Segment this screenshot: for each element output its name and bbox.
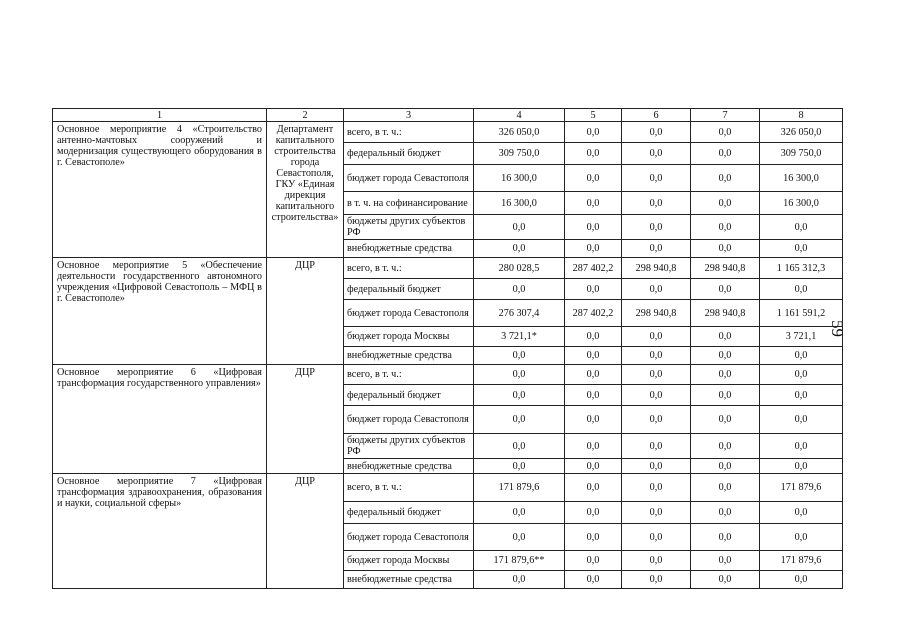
funding-source: в т. ч. на софинансирование	[344, 192, 474, 215]
amount-cell-v7: 0,0	[691, 406, 760, 434]
amount-cell-v7: 0,0	[691, 192, 760, 215]
executor-name: Департамент капитального строительства города Севастополя, ГКУ «Единая дирекция капитального строительства»	[267, 122, 344, 258]
amount-cell-v4: 0,0	[474, 406, 565, 434]
amount-cell-v8: 0,0	[760, 434, 843, 459]
table-row	[53, 365, 843, 385]
amount-cell-v5: 0,0	[565, 240, 622, 258]
amount-cell-v8: 0,0	[760, 459, 843, 474]
amount-cell-v8: 0,0	[760, 215, 843, 240]
executor-name: ДЦР	[267, 365, 344, 474]
measure-name: Основное мероприятие 7 «Цифровая трансформация здравоохранения, образования и науки, социальной сферы»	[53, 474, 267, 589]
amount-cell-v7: 0,0	[691, 215, 760, 240]
amount-cell-v7: 0,0	[691, 474, 760, 502]
amount-cell-v6: 0,0	[622, 165, 691, 192]
amount-cell-v7: 0,0	[691, 434, 760, 459]
funding-source: бюджет города Москвы	[344, 551, 474, 571]
amount-cell-v7: 0,0	[691, 122, 760, 143]
amount-cell-v7: 298 940,8	[691, 300, 760, 327]
amount-cell-v4: 0,0	[474, 385, 565, 406]
amount-cell-v4: 0,0	[474, 365, 565, 385]
funding-source: внебюджетные средства	[344, 459, 474, 474]
amount-cell-v8: 0,0	[760, 365, 843, 385]
amount-cell-v4: 0,0	[474, 524, 565, 551]
amount-cell-v5: 287 402,2	[565, 258, 622, 279]
column-header-4: 4	[474, 109, 565, 122]
amount-cell-v8: 171 879,6	[760, 551, 843, 571]
amount-cell-v6: 0,0	[622, 143, 691, 165]
amount-cell-v6: 0,0	[622, 365, 691, 385]
amount-cell-v6: 0,0	[622, 524, 691, 551]
amount-cell-v5: 0,0	[565, 524, 622, 551]
amount-cell-v4: 16 300,0	[474, 165, 565, 192]
amount-cell-v5: 0,0	[565, 165, 622, 192]
funding-source: внебюджетные средства	[344, 240, 474, 258]
amount-cell-v8: 309 750,0	[760, 143, 843, 165]
funding-source: всего, в т. ч.:	[344, 258, 474, 279]
amount-cell-v5: 0,0	[565, 143, 622, 165]
executor-name: ДЦР	[267, 474, 344, 589]
amount-cell-v7: 0,0	[691, 365, 760, 385]
amount-cell-v4: 171 879,6**	[474, 551, 565, 571]
amount-cell-v4: 326 050,0	[474, 122, 565, 143]
amount-cell-v4: 0,0	[474, 279, 565, 300]
amount-cell-v4: 171 879,6	[474, 474, 565, 502]
column-header-6: 6	[622, 109, 691, 122]
amount-cell-v7: 0,0	[691, 502, 760, 524]
amount-cell-v6: 0,0	[622, 502, 691, 524]
amount-cell-v6: 0,0	[622, 385, 691, 406]
table-row	[53, 474, 843, 502]
amount-cell-v6: 0,0	[622, 192, 691, 215]
amount-cell-v8: 0,0	[760, 240, 843, 258]
amount-cell-v7: 0,0	[691, 143, 760, 165]
amount-cell-v8: 0,0	[760, 279, 843, 300]
column-header-5: 5	[565, 109, 622, 122]
amount-cell-v6: 0,0	[622, 434, 691, 459]
funding-source: бюджет города Севастополя	[344, 165, 474, 192]
amount-cell-v4: 3 721,1*	[474, 327, 565, 347]
header-row	[53, 109, 843, 122]
amount-cell-v8: 0,0	[760, 502, 843, 524]
amount-cell-v7: 0,0	[691, 551, 760, 571]
funding-source: всего, в т. ч.:	[344, 365, 474, 385]
funding-source: федеральный бюджет	[344, 502, 474, 524]
funding-source: бюджет города Севастополя	[344, 300, 474, 327]
funding-source: федеральный бюджет	[344, 143, 474, 165]
amount-cell-v6: 298 940,8	[622, 258, 691, 279]
amount-cell-v8: 1 161 591,2	[760, 300, 843, 327]
amount-cell-v6: 0,0	[622, 551, 691, 571]
amount-cell-v6: 0,0	[622, 240, 691, 258]
measure-name: Основное мероприятие 6 «Цифровая трансформация государственного управления»	[53, 365, 267, 474]
amount-cell-v8: 16 300,0	[760, 192, 843, 215]
amount-cell-v7: 0,0	[691, 165, 760, 192]
amount-cell-v7: 0,0	[691, 571, 760, 589]
amount-cell-v5: 0,0	[565, 474, 622, 502]
column-header-1: 1	[53, 109, 267, 122]
amount-cell-v7: 0,0	[691, 347, 760, 365]
amount-cell-v6: 0,0	[622, 474, 691, 502]
amount-cell-v5: 0,0	[565, 192, 622, 215]
amount-cell-v4: 280 028,5	[474, 258, 565, 279]
amount-cell-v4: 309 750,0	[474, 143, 565, 165]
amount-cell-v8: 0,0	[760, 385, 843, 406]
amount-cell-v6: 0,0	[622, 215, 691, 240]
amount-cell-v7: 0,0	[691, 327, 760, 347]
amount-cell-v7: 0,0	[691, 524, 760, 551]
amount-cell-v8: 326 050,0	[760, 122, 843, 143]
amount-cell-v8: 171 879,6	[760, 474, 843, 502]
funding-source: бюджеты других субъектов РФ	[344, 215, 474, 240]
amount-cell-v8: 0,0	[760, 571, 843, 589]
funding-source: всего, в т. ч.:	[344, 474, 474, 502]
amount-cell-v8: 3 721,1	[760, 327, 843, 347]
amount-cell-v8: 1 165 312,3	[760, 258, 843, 279]
amount-cell-v8: 16 300,0	[760, 165, 843, 192]
amount-cell-v8: 0,0	[760, 406, 843, 434]
amount-cell-v5: 0,0	[565, 122, 622, 143]
funding-source: внебюджетные средства	[344, 571, 474, 589]
amount-cell-v4: 16 300,0	[474, 192, 565, 215]
amount-cell-v5: 0,0	[565, 406, 622, 434]
amount-cell-v5: 0,0	[565, 215, 622, 240]
amount-cell-v4: 0,0	[474, 434, 565, 459]
amount-cell-v7: 0,0	[691, 240, 760, 258]
amount-cell-v4: 0,0	[474, 502, 565, 524]
amount-cell-v6: 0,0	[622, 279, 691, 300]
column-header-7: 7	[691, 109, 760, 122]
amount-cell-v6: 0,0	[622, 122, 691, 143]
amount-cell-v6: 0,0	[622, 327, 691, 347]
column-header-3: 3	[344, 109, 474, 122]
amount-cell-v5: 0,0	[565, 459, 622, 474]
amount-cell-v7: 0,0	[691, 279, 760, 300]
amount-cell-v7: 298 940,8	[691, 258, 760, 279]
executor-name: ДЦР	[267, 258, 344, 365]
table-row	[53, 258, 843, 279]
amount-cell-v5: 287 402,2	[565, 300, 622, 327]
amount-cell-v6: 0,0	[622, 347, 691, 365]
funding-source: бюджеты других субъектов РФ	[344, 434, 474, 459]
funding-source: федеральный бюджет	[344, 279, 474, 300]
measure-name: Основное мероприятие 4 «Строительство антенно-мачтовых сооружений и модернизация существующего оборудования в г. Севастополе»	[53, 122, 267, 258]
amount-cell-v4: 0,0	[474, 240, 565, 258]
table-row	[53, 122, 843, 143]
funding-source: всего, в т. ч.:	[344, 122, 474, 143]
amount-cell-v5: 0,0	[565, 327, 622, 347]
budget-table	[52, 108, 843, 589]
amount-cell-v8: 0,0	[760, 524, 843, 551]
amount-cell-v5: 0,0	[565, 434, 622, 459]
amount-cell-v6: 0,0	[622, 406, 691, 434]
funding-source: федеральный бюджет	[344, 385, 474, 406]
amount-cell-v5: 0,0	[565, 365, 622, 385]
amount-cell-v4: 0,0	[474, 459, 565, 474]
amount-cell-v5: 0,0	[565, 551, 622, 571]
amount-cell-v8: 0,0	[760, 347, 843, 365]
column-header-2: 2	[267, 109, 344, 122]
amount-cell-v5: 0,0	[565, 571, 622, 589]
funding-source: внебюджетные средства	[344, 347, 474, 365]
amount-cell-v6: 0,0	[622, 459, 691, 474]
funding-source: бюджет города Севастополя	[344, 524, 474, 551]
column-header-8: 8	[760, 109, 843, 122]
amount-cell-v4: 276 307,4	[474, 300, 565, 327]
funding-source: бюджет города Москвы	[344, 327, 474, 347]
amount-cell-v5: 0,0	[565, 385, 622, 406]
amount-cell-v5: 0,0	[565, 279, 622, 300]
amount-cell-v5: 0,0	[565, 502, 622, 524]
amount-cell-v7: 0,0	[691, 385, 760, 406]
amount-cell-v4: 0,0	[474, 215, 565, 240]
measure-name: Основное мероприятие 5 «Обеспечение деятельности государственного автономного учреждения «Цифровой Севастополь – МФЦ в г. Севастополе»	[53, 258, 267, 365]
page-number: 59	[828, 320, 847, 337]
amount-cell-v5: 0,0	[565, 347, 622, 365]
amount-cell-v6: 298 940,8	[622, 300, 691, 327]
amount-cell-v6: 0,0	[622, 571, 691, 589]
amount-cell-v4: 0,0	[474, 347, 565, 365]
amount-cell-v7: 0,0	[691, 459, 760, 474]
funding-source: бюджет города Севастополя	[344, 406, 474, 434]
amount-cell-v4: 0,0	[474, 571, 565, 589]
